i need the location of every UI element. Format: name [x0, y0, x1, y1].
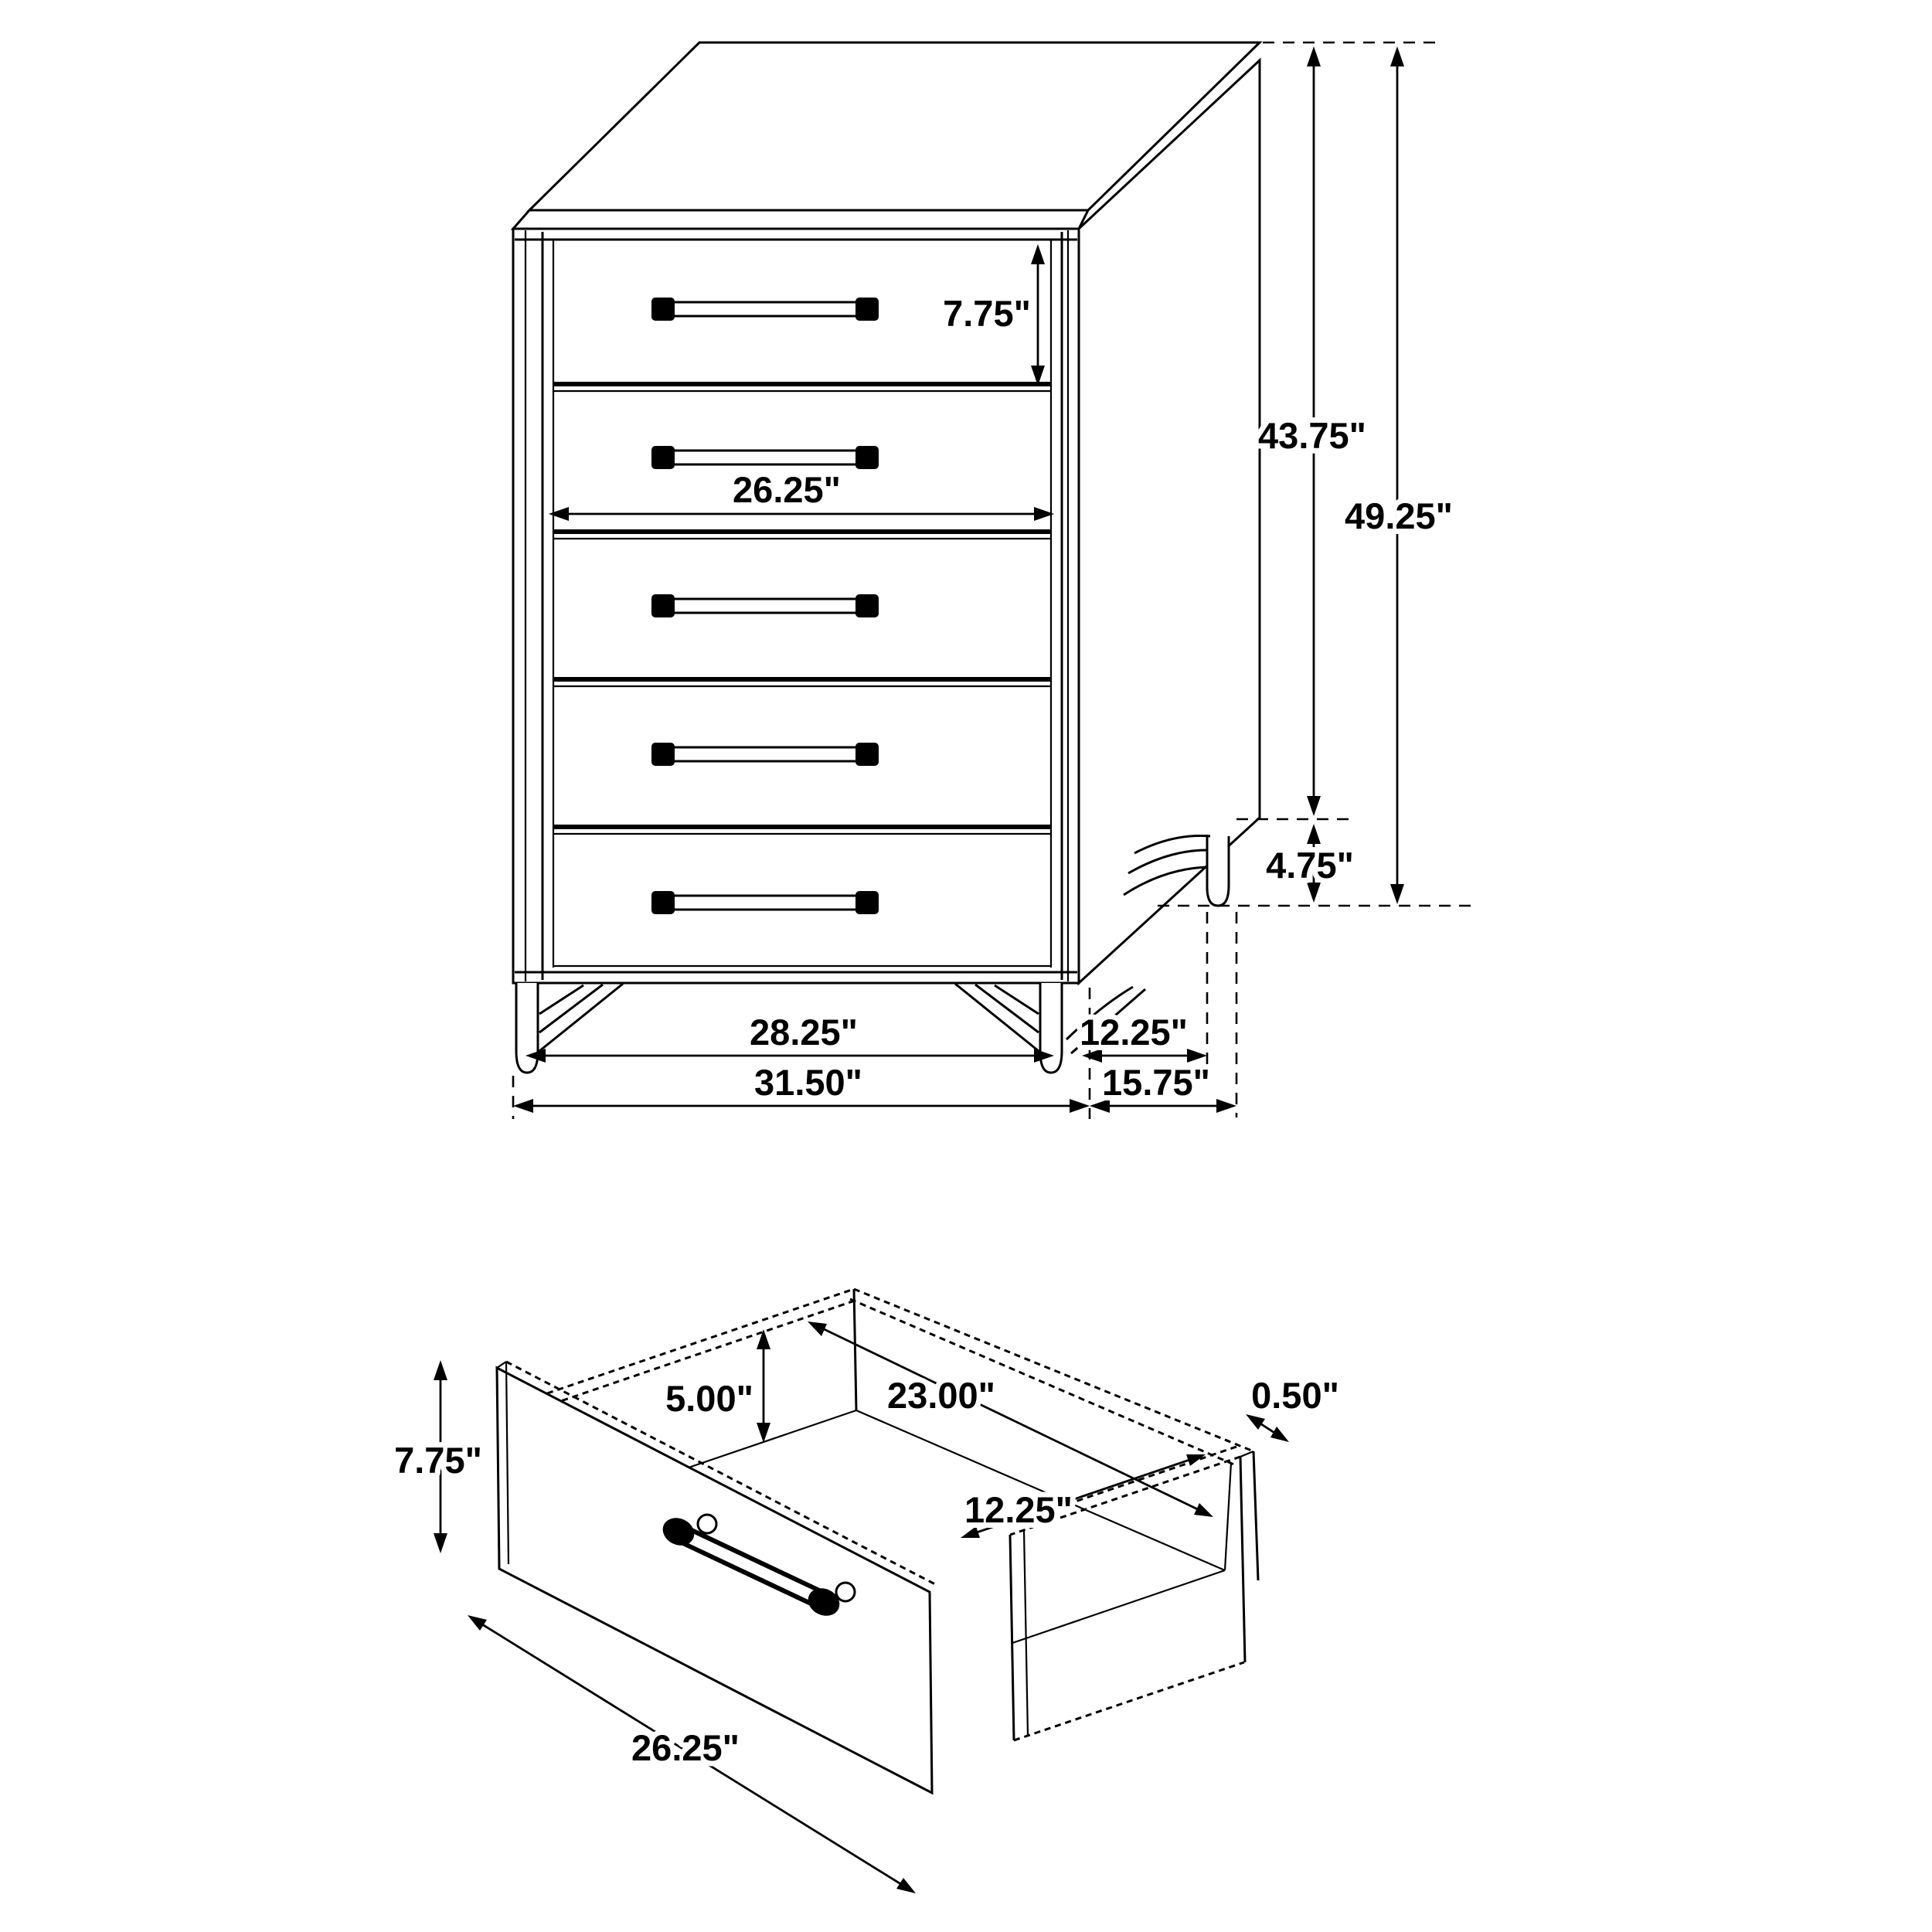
chest-side-face [1079, 60, 1260, 983]
chest-top-bevel [513, 210, 1088, 229]
front-right-leg-braces [955, 984, 1039, 1051]
back-panel-thickness-top [1240, 1451, 1253, 1457]
front-panel-corner [497, 1362, 506, 1368]
dim-chest-overall-height [1345, 46, 1453, 904]
drawer-handle [651, 298, 879, 321]
dim-label-front-leg-span: 28.25" [750, 1012, 858, 1053]
back-rim-outer [854, 1289, 1253, 1451]
interior-bottom-right-edge [1012, 1570, 1225, 1643]
handle-post [698, 1515, 716, 1533]
side-back-leg [1207, 835, 1229, 906]
dim-label-interior-depth: 12.25" [964, 1489, 1073, 1530]
back-panel-thickness-edge [1253, 1451, 1258, 1580]
dim-chest-front-leg-span [526, 1012, 1054, 1063]
right-panel-front-edge-inner [1024, 1530, 1028, 1736]
dim-label-leg-height: 4.75" [1266, 845, 1354, 886]
dim-label-cabinet-height: 43.75" [1258, 415, 1366, 456]
right-panel-back-edge [1240, 1457, 1245, 1662]
drawer-view [394, 1289, 1339, 1893]
interior-back-right-corner [1225, 1463, 1231, 1570]
dim-chest-cabinet-height [1258, 46, 1366, 816]
dim-label-overall-width: 31.50" [754, 1062, 862, 1103]
drawer-handle [651, 891, 879, 914]
dim-label-inner-width: 26.25" [733, 469, 841, 510]
dim-drawer-panel-thickness [1246, 1375, 1339, 1442]
dim-drawer-front-height [394, 1360, 482, 1553]
handle-post [836, 1583, 855, 1601]
chest-case-outline [513, 43, 1260, 983]
dim-label-panel-thickness: 0.50" [1251, 1375, 1339, 1416]
front-left-leg-braces [539, 984, 623, 1051]
dim-label-front-width: 26.25" [631, 1727, 740, 1768]
drawer-handle [651, 743, 879, 766]
interior-bottom-left-edge [689, 1410, 856, 1468]
dim-label-front-height: 7.75" [394, 1440, 482, 1481]
dim-chest-leg-height [1266, 824, 1354, 903]
right-panel-bottom-edge [1014, 1662, 1244, 1740]
chest-view [513, 43, 1473, 1119]
front-left-leg [516, 983, 538, 1073]
dim-drawer-interior-width [808, 1321, 1213, 1517]
interior-back-left-corner [854, 1289, 856, 1410]
dim-label-drawer-height: 7.75" [943, 293, 1031, 334]
dim-label-side-leg-span: 12.25" [1080, 1012, 1188, 1053]
right-panel-front-edge [1010, 1535, 1014, 1740]
dim-label-overall-height: 49.25" [1345, 495, 1453, 536]
dim-label-interior-height: 5.00" [665, 1378, 753, 1419]
dim-label-interior-width: 23.00" [887, 1375, 995, 1416]
drawer-handle [651, 594, 879, 617]
drawer-handle [651, 446, 879, 469]
dim-chest-side-leg-span [1080, 1012, 1207, 1063]
dim-label-overall-depth: 15.75" [1102, 1062, 1210, 1103]
dim-chest-overall-width [513, 1062, 1090, 1113]
dim-chest-overall-depth [1090, 1062, 1236, 1113]
